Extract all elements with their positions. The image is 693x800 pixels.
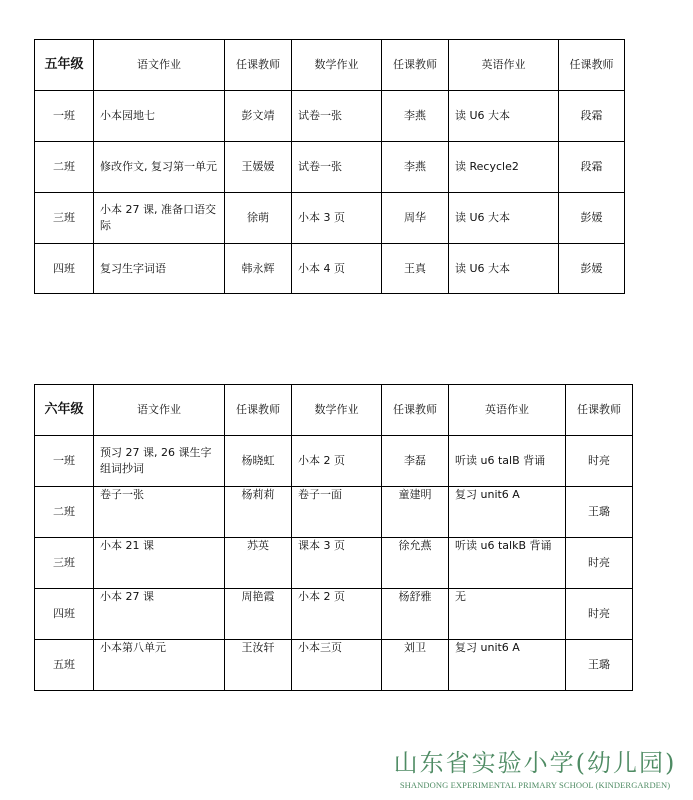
english-homework-cell: 听读 u6 talkB 背诵 — [449, 538, 566, 589]
teacher-cell: 周艳霞 — [225, 589, 292, 640]
chinese-homework-cell: 复习生字词语 — [94, 244, 225, 294]
grade5-homework-table — [34, 39, 625, 294]
chinese-homework-cell: 小本第八单元 — [94, 640, 225, 691]
teacher-cell: 王媛媛 — [225, 142, 292, 193]
table-row — [35, 244, 625, 294]
math-homework-cell: 小本 4 页 — [292, 244, 382, 294]
column-header: 任课教师 — [225, 40, 292, 91]
table-row — [35, 91, 625, 142]
column-header: 任课教师 — [559, 40, 625, 91]
table-row — [35, 487, 633, 538]
table-row — [35, 538, 633, 589]
school-name-chinese: 山东省实验小学(幼儿园) — [393, 749, 677, 777]
column-header: 数学作业 — [292, 385, 382, 436]
teacher-cell: 彭媛 — [559, 193, 625, 244]
table-row — [35, 436, 633, 487]
teacher-cell: 徐萌 — [225, 193, 292, 244]
column-header: 语文作业 — [94, 385, 225, 436]
english-homework-cell: 复习 unit6 A — [449, 640, 566, 691]
teacher-cell: 李燕 — [382, 91, 449, 142]
chinese-homework-cell: 小本园地七 — [94, 91, 225, 142]
column-header: 英语作业 — [449, 385, 566, 436]
teacher-cell: 段霜 — [559, 142, 625, 193]
math-homework-cell: 小本 2 页 — [292, 589, 382, 640]
column-header: 语文作业 — [94, 40, 225, 91]
teacher-cell: 李磊 — [382, 436, 449, 487]
class-cell: 四班 — [35, 589, 94, 640]
english-homework-cell: 读 U6 大本 — [449, 91, 559, 142]
class-cell: 一班 — [35, 91, 94, 142]
column-header: 任课教师 — [566, 385, 633, 436]
teacher-cell: 段霜 — [559, 91, 625, 142]
teacher-cell: 王汝轩 — [225, 640, 292, 691]
math-homework-cell: 卷子一面 — [292, 487, 382, 538]
column-header: 任课教师 — [382, 385, 449, 436]
table-row — [35, 193, 625, 244]
class-cell: 三班 — [35, 538, 94, 589]
table-header-row — [35, 40, 625, 91]
teacher-cell: 韩永辉 — [225, 244, 292, 294]
math-homework-cell: 试卷一张 — [292, 142, 382, 193]
teacher-cell: 苏英 — [225, 538, 292, 589]
table-row — [35, 640, 633, 691]
english-homework-cell: 无 — [449, 589, 566, 640]
column-header: 任课教师 — [382, 40, 449, 91]
teacher-cell: 时亮 — [566, 436, 633, 487]
chinese-homework-cell: 卷子一张 — [94, 487, 225, 538]
chinese-homework-cell: 修改作文, 复习第一单元 — [94, 142, 225, 193]
teacher-cell: 刘卫 — [382, 640, 449, 691]
class-cell: 四班 — [35, 244, 94, 294]
column-header: 数学作业 — [292, 40, 382, 91]
english-homework-cell: 读 U6 大本 — [449, 244, 559, 294]
math-homework-cell: 小本三页 — [292, 640, 382, 691]
teacher-cell: 王璐 — [566, 640, 633, 691]
teacher-cell: 杨晓虹 — [225, 436, 292, 487]
table-header-row — [35, 385, 633, 436]
class-cell: 一班 — [35, 436, 94, 487]
grade6-homework-table — [34, 384, 633, 691]
teacher-cell: 时亮 — [566, 538, 633, 589]
teacher-cell: 杨莉莉 — [225, 487, 292, 538]
teacher-cell: 时亮 — [566, 589, 633, 640]
teacher-cell: 王真 — [382, 244, 449, 294]
column-header: 英语作业 — [449, 40, 559, 91]
grade-header: 五年级 — [35, 40, 94, 91]
teacher-cell: 彭文靖 — [225, 91, 292, 142]
class-cell: 五班 — [35, 640, 94, 691]
chinese-homework-cell: 小本 27 课, 准备口语交际 — [94, 193, 225, 244]
column-header: 任课教师 — [225, 385, 292, 436]
class-cell: 二班 — [35, 142, 94, 193]
math-homework-cell: 试卷一张 — [292, 91, 382, 142]
english-homework-cell: 复习 unit6 A — [449, 487, 566, 538]
teacher-cell: 彭媛 — [559, 244, 625, 294]
class-cell: 二班 — [35, 487, 94, 538]
table-row — [35, 589, 633, 640]
school-name-english: SHANDONG EXPERIMENTAL PRIMARY SCHOOL (KINDERGARDEN) — [399, 780, 671, 790]
chinese-homework-cell: 小本 27 课 — [94, 589, 225, 640]
math-homework-cell: 小本 2 页 — [292, 436, 382, 487]
english-homework-cell: 读 U6 大本 — [449, 193, 559, 244]
table-row — [35, 142, 625, 193]
math-homework-cell: 小本 3 页 — [292, 193, 382, 244]
grade-header: 六年级 — [35, 385, 94, 436]
teacher-cell: 徐允燕 — [382, 538, 449, 589]
teacher-cell: 杨舒雅 — [382, 589, 449, 640]
class-cell: 三班 — [35, 193, 94, 244]
english-homework-cell: 听读 u6 talB 背诵 — [449, 436, 566, 487]
chinese-homework-cell: 预习 27 课, 26 课生字组词抄词 — [94, 436, 225, 487]
math-homework-cell: 课本 3 页 — [292, 538, 382, 589]
teacher-cell: 王璐 — [566, 487, 633, 538]
english-homework-cell: 读 Recycle2 — [449, 142, 559, 193]
teacher-cell: 李燕 — [382, 142, 449, 193]
teacher-cell: 童建明 — [382, 487, 449, 538]
teacher-cell: 周华 — [382, 193, 449, 244]
chinese-homework-cell: 小本 21 课 — [94, 538, 225, 589]
school-logo — [385, 747, 685, 791]
